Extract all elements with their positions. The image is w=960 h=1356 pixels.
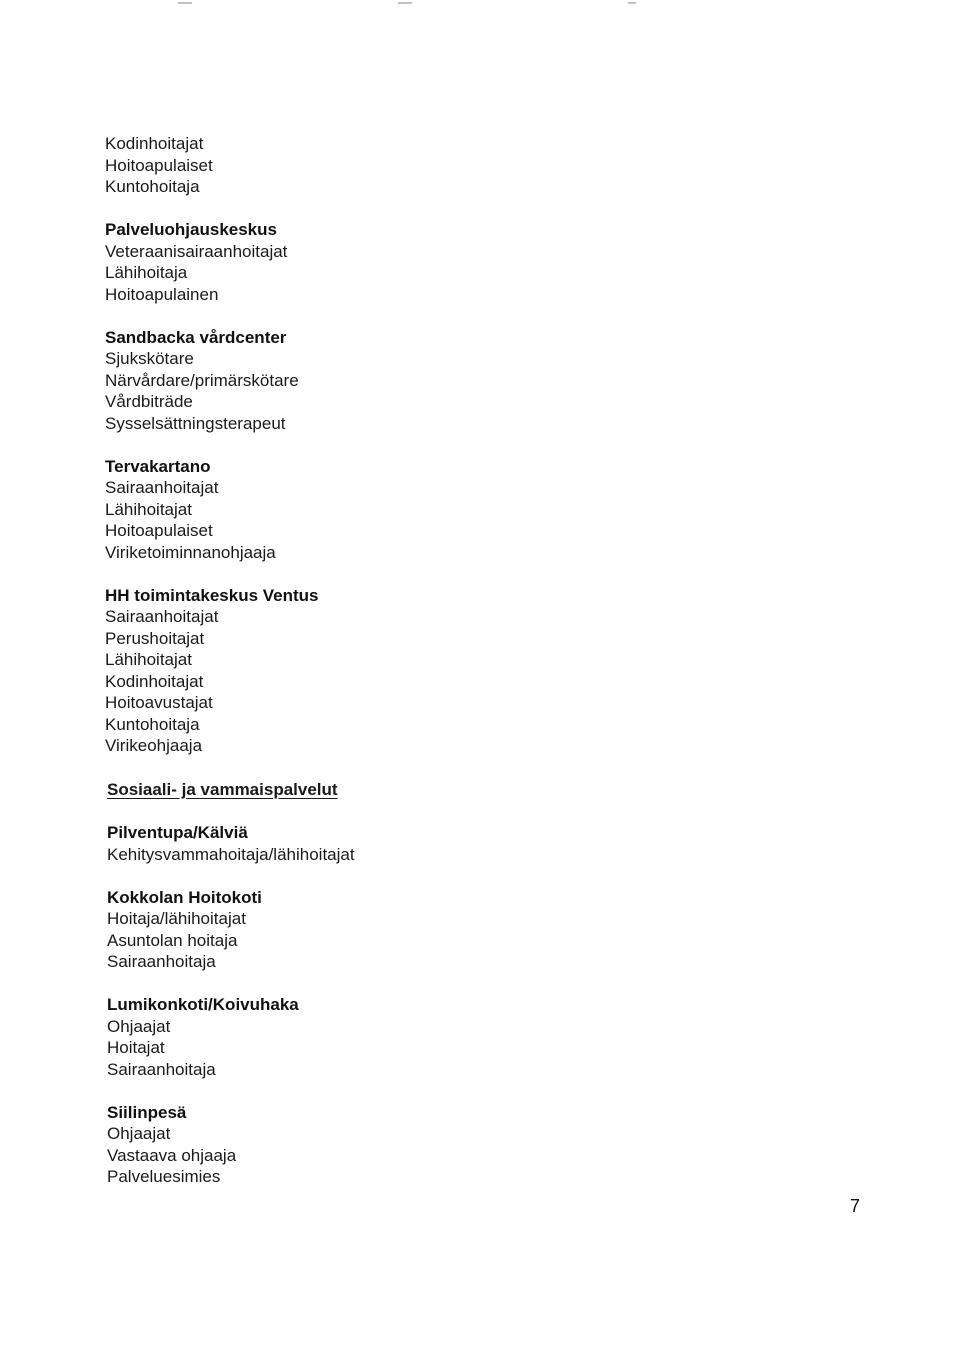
staff-title: Kuntohoitaja — [105, 177, 200, 196]
staff-title: Lähihoitajat — [105, 650, 192, 669]
staff-group — [105, 327, 805, 435]
staff-title: Hoitaja/lähihoitajat — [107, 909, 246, 928]
staff-title: Hoitoavustajat — [105, 693, 213, 712]
staff-group — [105, 585, 805, 757]
staff-title: Sairaanhoitaja — [107, 952, 216, 971]
staff-group — [105, 133, 805, 198]
staff-title: Kuntohoitaja — [105, 714, 200, 734]
staff-title: Hoitoapulainen — [105, 284, 219, 304]
staff-title: Närvårdare/primärskötare — [105, 370, 299, 390]
scan-artifact — [628, 2, 636, 4]
unit-heading: HH toimintakeskus Ventus — [105, 585, 319, 605]
staff-title: Ohjaajat — [107, 1016, 171, 1036]
unit-heading: Kokkolan Hoitokoti — [107, 887, 262, 907]
staff-group — [107, 887, 805, 973]
staff-title: Viriketoiminnanohjaaja — [105, 542, 276, 562]
staff-title: Ohjaajat — [107, 1124, 171, 1143]
staff-title: Perushoitajat — [105, 628, 205, 648]
page-number: 7 — [850, 1196, 861, 1216]
unit-heading: Tervakartano — [105, 456, 211, 476]
staff-title: Veteraanisairaanhoitajat — [105, 241, 288, 261]
staff-title: Lähihoitaja — [105, 263, 188, 282]
staff-title: Sairaanhoitaja — [107, 1059, 216, 1079]
staff-title: Asuntolan hoitaja — [107, 930, 238, 950]
scan-artifact — [178, 2, 192, 4]
staff-title: Virikeohjaaja — [105, 736, 203, 755]
staff-title: Kodinhoitajat — [105, 671, 204, 691]
staff-list — [105, 133, 805, 1188]
staff-group — [107, 822, 805, 865]
staff-title: Vårdbiträde — [105, 392, 193, 411]
scan-artifact — [398, 2, 412, 4]
staff-title: Hoitajat — [107, 1038, 165, 1057]
staff-title: Palveluesimies — [107, 1167, 221, 1186]
staff-group — [105, 456, 805, 564]
staff-group — [105, 219, 805, 305]
unit-heading: Sandbacka vårdcenter — [105, 327, 287, 347]
section-title: Sosiaali- ja vammaispalvelut — [107, 779, 338, 799]
staff-title: Sjukskötare — [105, 349, 194, 368]
staff-title: Kodinhoitajat — [105, 134, 204, 153]
unit-heading: Pilventupa/Kälviä — [107, 823, 248, 842]
unit-heading: Lumikonkoti/Koivuhaka — [107, 995, 299, 1014]
staff-group — [107, 1102, 805, 1188]
staff-title: Sysselsättningsterapeut — [105, 413, 286, 433]
staff-title: Sairaanhoitajat — [105, 607, 219, 626]
staff-title: Lähihoitajat — [105, 499, 192, 519]
staff-group — [107, 994, 805, 1080]
staff-title: Kehitysvammahoitaja/lähihoitajat — [107, 844, 355, 864]
unit-heading: Siilinpesä — [107, 1102, 187, 1122]
staff-title: Sairaanhoitajat — [105, 478, 219, 497]
unit-heading: Palveluohjauskeskus — [105, 220, 277, 239]
staff-title: Vastaava ohjaaja — [107, 1145, 237, 1165]
staff-title: Hoitoapulaiset — [105, 521, 213, 540]
staff-title: Hoitoapulaiset — [105, 155, 213, 175]
